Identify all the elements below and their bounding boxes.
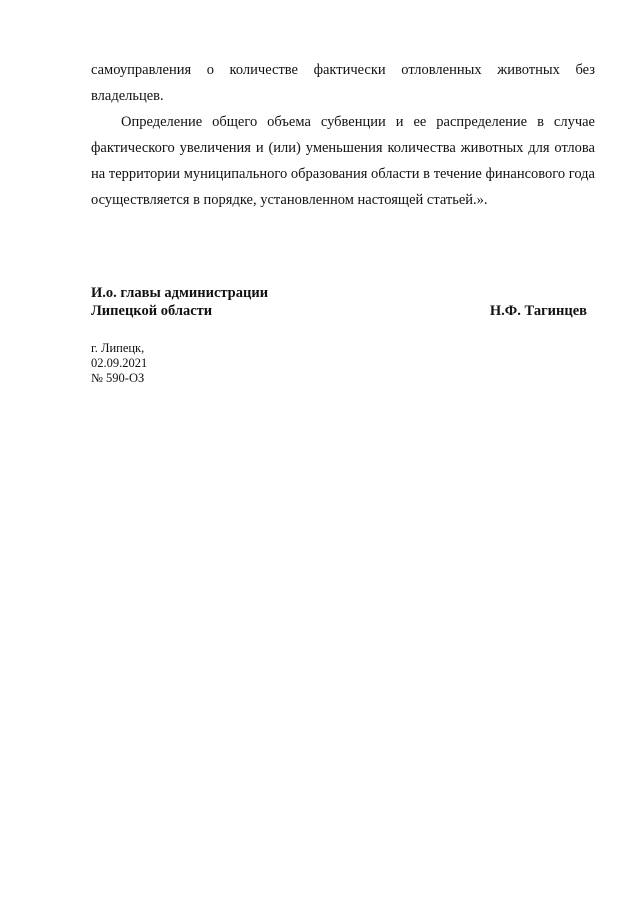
signatory-name: Н.Ф. Тагинцев	[489, 303, 587, 319]
document-footer-meta	[91, 341, 147, 386]
paragraph-continuation: самоуправления о количестве фактически отловленных животных без владельцев.	[91, 62, 595, 104]
footer-city: г. Липецк,	[91, 341, 145, 355]
signatory-position-line-2: Липецкой области	[91, 303, 213, 319]
document-body	[91, 57, 595, 213]
footer-law-number: № 590-ОЗ	[91, 371, 145, 385]
paragraph-subsidy-distribution: Определение общего объема субвенции и ее распределение в случае фактического увеличения и (или) уменьшения количества животных для отлова на территории муниципального образования области в течение финансового года осуществляется в порядке, установленном настоящей статьей.».	[91, 114, 595, 208]
footer-date: 02.09.2021	[91, 356, 148, 370]
signature-block	[91, 284, 595, 320]
signatory-position-line-1: И.о. главы администрации	[91, 285, 269, 301]
signature-row	[91, 302, 595, 320]
